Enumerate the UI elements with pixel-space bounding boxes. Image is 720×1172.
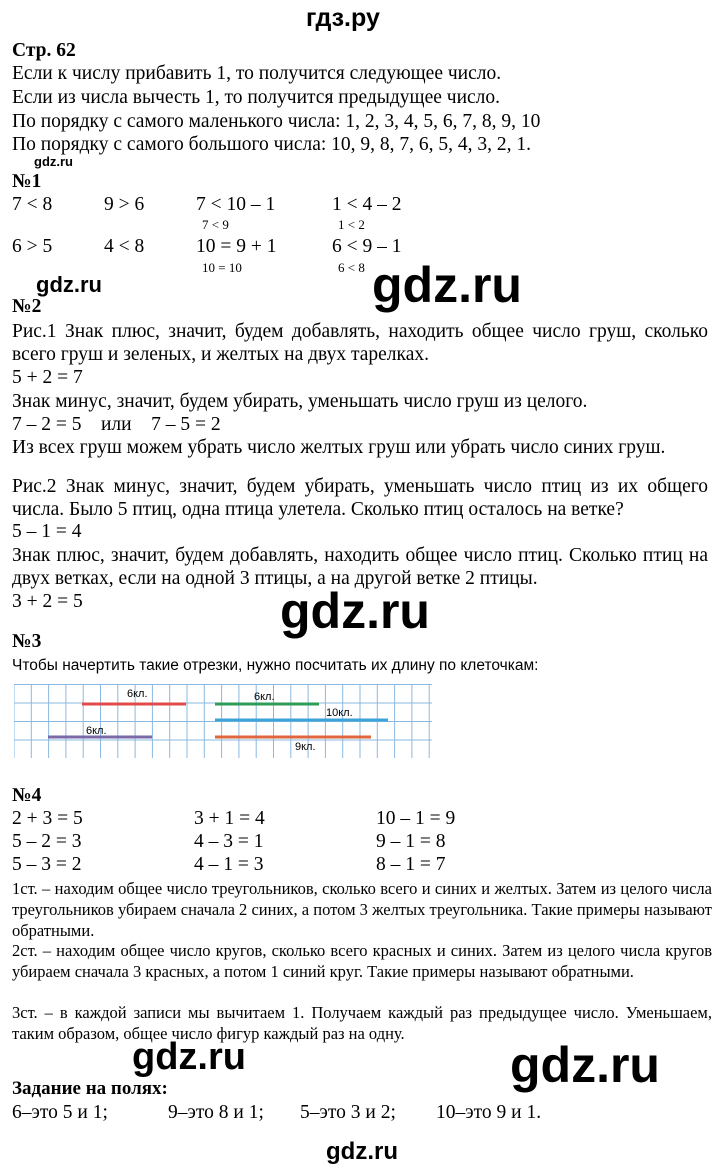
task1-row2-sub-col4: 6 < 8 [338, 260, 365, 275]
segments-grid-svg [14, 684, 432, 758]
margin-task-item-4: 10–это 9 и 1. [436, 1102, 542, 1123]
header-site-title: гдз.ру [306, 4, 380, 32]
intro-line-3: По порядку с самого маленького числа: 1, 2, 3, 4, 5, 6, 7, 8, 9, 10 [12, 111, 541, 132]
intro-line-2: Если из числа вычесть 1, то получится предыдущее число. [12, 87, 501, 108]
task4-col2-row1: 3 + 1 = 4 [194, 808, 265, 829]
page-title: Стр. 62 [12, 40, 76, 61]
task4-col1-row2: 5 – 2 = 3 [12, 831, 82, 852]
task1-row1-col1: 7 < 8 [12, 194, 53, 215]
watermark-big-1: gdz.ru [372, 257, 522, 313]
task4-col3-row2: 9 – 1 = 8 [376, 831, 446, 852]
intro-line-4: По порядку с самого большого числа: 10, 9, 8, 7, 6, 5, 4, 3, 2, 1. [12, 134, 532, 155]
watermark-small-2: gdz.ru [132, 1036, 246, 1078]
task1-row2-col4: 6 < 9 – 1 [332, 236, 402, 257]
task1-row1-col2: 9 > 6 [104, 194, 145, 215]
task2-title: №2 [12, 296, 42, 317]
intro-line-1: Если к числу прибавить 1, то получится следующее число. [12, 63, 502, 84]
segment-label-purple: 6кл. [86, 725, 107, 737]
task2-equation-3: 5 – 1 = 4 [12, 521, 82, 542]
task1-row1-col3: 7 < 10 – 1 [196, 194, 276, 215]
task2-equation-1: 5 + 2 = 7 [12, 367, 83, 388]
segments-grid-figure [14, 684, 432, 758]
segment-label-orange: 9кл. [295, 741, 316, 753]
margin-task-item-3: 5–это 3 и 2; [300, 1102, 396, 1123]
task2-paragraph-5: Знак плюс, значит, будем добавлять, находить общее число птиц. Сколько птиц на двух ветках, если на одной 3 птицы, а на другой ветке 2 птицы. [12, 545, 708, 589]
task1-row1-col4: 1 < 4 – 2 [332, 194, 402, 215]
task4-explanation-3: 3ст. – в каждой записи мы вычитаем 1. Получаем каждый раз предыдущее число. Уменьшаем, таким образом, общее число фигур каждый раз на одну. [12, 1003, 712, 1043]
task3-instruction: Чтобы начертить такие отрезки, нужно посчитать их длину по клеточкам: [12, 657, 539, 674]
task2-paragraph-2: Знак минус, значит, будем убирать, уменьшать число груш из целого. [12, 391, 588, 412]
task2-equation-2: 7 – 2 = 5 или 7 – 5 = 2 [12, 414, 221, 435]
task4-col1-row3: 5 – 3 = 2 [12, 854, 82, 875]
watermark-big-2: gdz.ru [280, 583, 430, 639]
task3-title: №3 [12, 631, 42, 652]
task1-row2-col1: 6 > 5 [12, 236, 53, 257]
task1-row1-sub-col3: 7 < 9 [202, 217, 229, 232]
task2-paragraph-1: Рис.1 Знак плюс, значит, будем добавлять, находить общее число груш, сколько всего груш и зеленых, и желтых на двух тарелках. [12, 321, 708, 365]
task1-row2-col2: 4 < 8 [104, 236, 145, 257]
task4-col3-row1: 10 – 1 = 9 [376, 808, 456, 829]
task4-col2-row3: 4 – 1 = 3 [194, 854, 264, 875]
watermark-footer: gdz.ru [326, 1138, 398, 1165]
task4-col3-row3: 8 – 1 = 7 [376, 854, 446, 875]
task4-col2-row2: 4 – 3 = 1 [194, 831, 264, 852]
margin-task-title: Задание на полях: [12, 1078, 168, 1099]
segment-label-red: 6кл. [127, 688, 148, 700]
task1-row1-sub-col4: 1 < 2 [338, 217, 365, 232]
segment-label-blue: 10кл. [326, 707, 353, 719]
watermark-small-1: gdz.ru [36, 272, 102, 297]
watermark-tiny: gdz.ru [34, 154, 73, 169]
margin-task-item-2: 9–это 8 и 1; [168, 1102, 264, 1123]
task1-row2-col3: 10 = 9 + 1 [196, 236, 277, 257]
task2-equation-4: 3 + 2 = 5 [12, 591, 83, 612]
segment-label-green: 6кл. [254, 691, 275, 703]
watermark-big-3: gdz.ru [510, 1037, 660, 1093]
task1-row2-sub-col3: 10 = 10 [202, 260, 242, 275]
task4-col1-row1: 2 + 3 = 5 [12, 808, 83, 829]
task1-title: №1 [12, 171, 42, 192]
task4-explanation-1: 1ст. – находим общее число треугольников, сколько всего и синих и желтых. Затем из целого числа треугольников убираем сначала 2 синих, а потом 3 желтых треугольника. Такие примеры называют обратными. [12, 879, 712, 940]
task2-paragraph-4: Рис.2 Знак минус, значит, будем убирать, уменьшать число птиц из их общего числа. Было 5 птиц, одна птица улетела. Сколько птиц осталось на ветке? [12, 476, 708, 520]
task4-title: №4 [12, 785, 42, 806]
margin-task-item-1: 6–это 5 и 1; [12, 1102, 108, 1123]
task4-explanation-2: 2ст. – находим общее число кругов, сколько всего красных и синих. Затем из целого числа кругов убираем сначала 3 красных, а потом 1 синий круг. Такие примеры называют обратными. [12, 941, 712, 981]
task2-paragraph-3: Из всех груш можем убрать число желтых груш или убрать число синих груш. [12, 437, 666, 458]
